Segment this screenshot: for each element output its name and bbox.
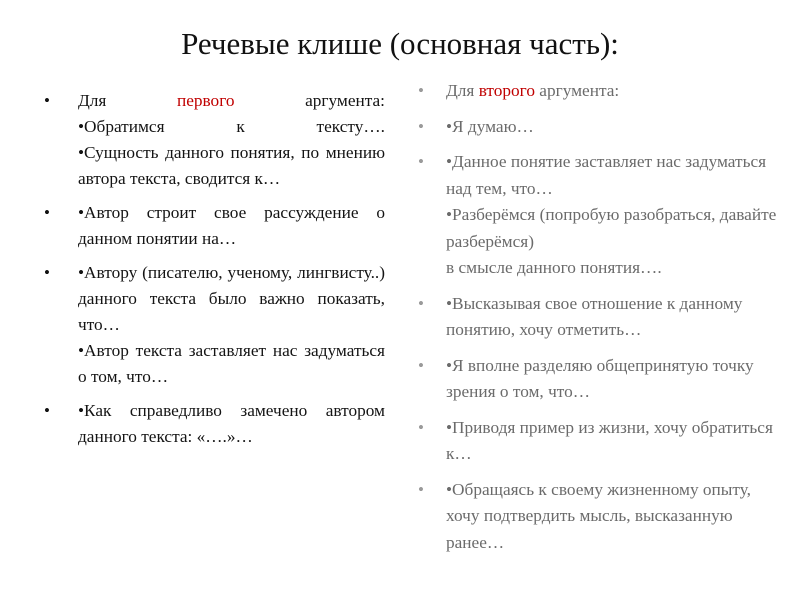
bullet-icon: •: [418, 479, 424, 499]
bullet-icon: •: [418, 116, 424, 136]
phrase-text: •Обратимся к тексту….: [78, 117, 385, 136]
second-argument-intro: Для второго аргумента:: [446, 81, 620, 100]
phrase-text: •Приводя пример из жизни, хочу обратиться к…: [446, 417, 773, 463]
list-item: [44, 260, 385, 390]
bullet-icon: •: [418, 293, 424, 313]
bullet-icon: •: [418, 152, 424, 171]
list-item: [418, 114, 778, 141]
list-item: [44, 398, 385, 450]
phrase-text: •Высказывая свое отношение к данному понятию, хочу отметить…: [446, 293, 743, 339]
first-argument-intro: Для первого аргумента:: [78, 91, 385, 110]
list-item: [418, 353, 778, 406]
phrase-text: •Как справедливо замечено автором данного текста: «….»…: [78, 401, 385, 446]
phrase-text: •Автор текста заставляет нас задуматься о том, что…: [78, 341, 385, 386]
phrase-text: •Обращаясь к своему жизненному опыту, хочу подтвердить мысль, высказанную ранее…: [446, 479, 751, 552]
bullet-icon: •: [44, 91, 50, 110]
bullet-icon: •: [44, 401, 50, 420]
second-accent: второго: [478, 81, 535, 100]
bullet-icon: •: [44, 263, 50, 282]
phrase-text: в смысле данного понятия….: [446, 258, 662, 277]
phrase-text: •Автор строит свое рассуждение о данном понятии на…: [78, 203, 385, 248]
list-item: [418, 78, 778, 105]
phrase-text: •Разберёмся (попробую разобраться, давайте разберёмся): [446, 205, 777, 251]
first-accent: первого: [176, 91, 235, 110]
list-item: [418, 291, 778, 344]
list-item: [44, 200, 385, 252]
phrase-text: •Сущность данного понятия, по мнению автора текста, сводится к…: [78, 143, 385, 188]
left-column: [44, 88, 385, 458]
list-item: [418, 415, 778, 468]
list-item: [418, 477, 778, 557]
slide-title: Речевые клише (основная часть):: [181, 26, 619, 61]
right-column: [418, 78, 778, 565]
bullet-icon: •: [418, 417, 424, 437]
bullet-icon: •: [44, 203, 50, 222]
bullet-icon: •: [418, 355, 424, 375]
bullet-icon: •: [418, 81, 424, 100]
list-item: [418, 149, 778, 282]
phrase-text: •Я вполне разделяю общепринятую точку зрения о том, что…: [446, 355, 754, 401]
phrase-text: •Я думаю…: [446, 116, 534, 136]
list-item: [44, 88, 385, 192]
phrase-text: •Данное понятие заставляет нас задуматься над тем, что…: [446, 152, 767, 198]
phrase-text: •Автору (писателю, ученому, лингвисту..) данного текста было важно показать, что…: [78, 263, 385, 334]
